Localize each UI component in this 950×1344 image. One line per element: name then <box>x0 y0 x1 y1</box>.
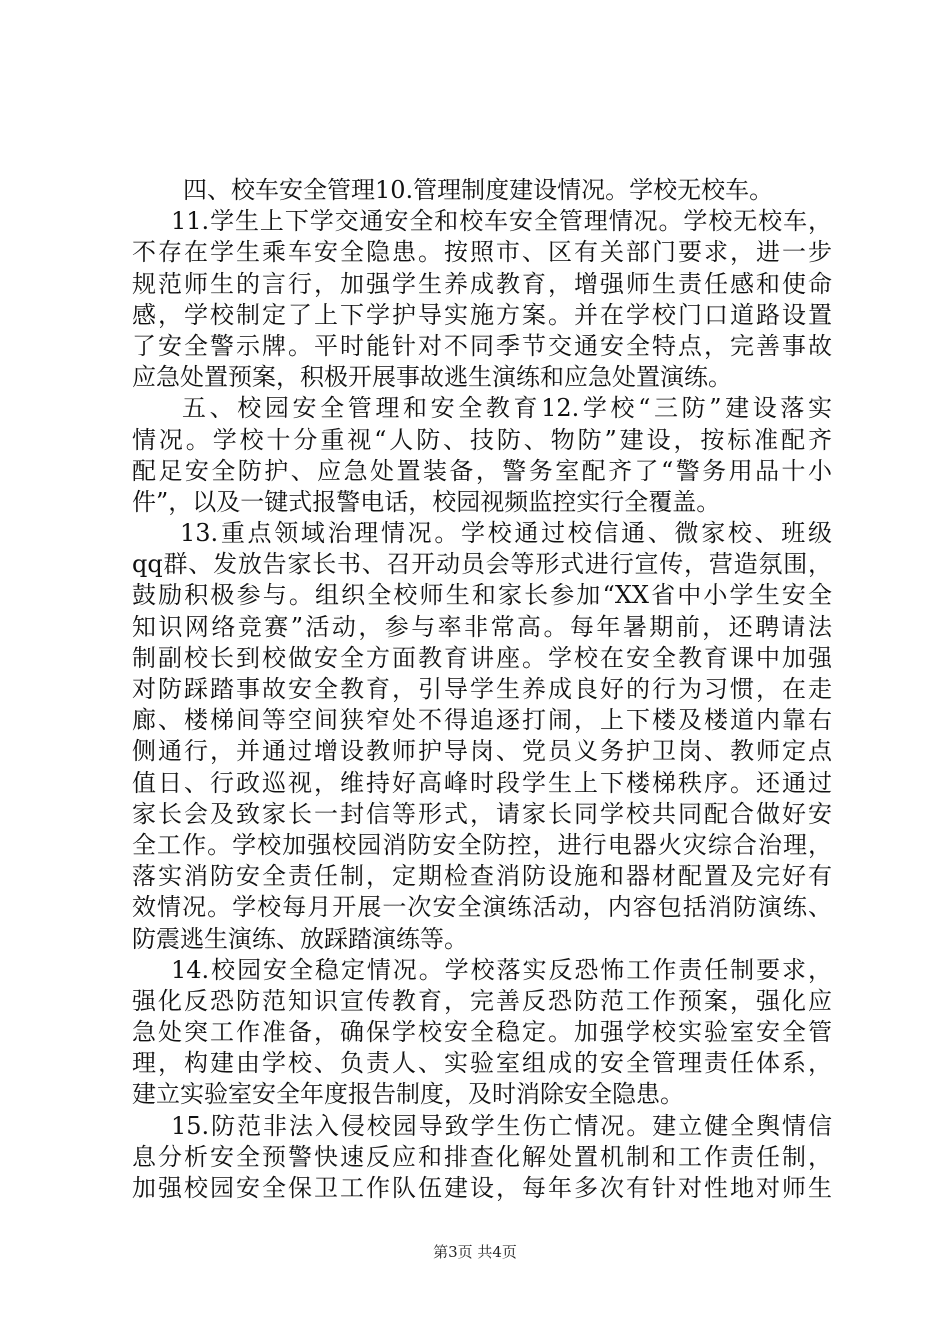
paragraph-line: 廊、楼梯间等空间狭窄处不得追逐打闹，上下楼及楼道内靠右 <box>132 706 832 734</box>
paragraph-line: 家长会及致家长一封信等形式，请家长同学校共同配合做好安 <box>132 800 832 828</box>
paragraph-line: 四、校车安全管理10.管理制度建设情况。学校无校车。 <box>183 176 774 204</box>
paragraph-line: 侧通行，并通过增设教师护导岗、党员义务护卫岗、教师定点 <box>132 737 832 765</box>
paragraph-line: 防震逃生演练、放踩踏演练等。 <box>132 925 468 953</box>
paragraph-line: 14.校园安全稳定情况。学校落实反恐怖工作责任制要求， <box>171 956 832 984</box>
paragraph-line: 规范师生的言行，加强学生养成教育，增强师生责任感和使命 <box>132 270 832 298</box>
paragraph-line: 急处突工作准备，确保学校安全稳定。加强学校实验室安全管 <box>132 1018 832 1046</box>
paragraph-line: 应急处置预案，积极开展事故逃生演练和应急处置演练。 <box>132 363 732 391</box>
paragraph-line: 配足安全防护、应急处置装备，警务室配齐了“警务用品十小 <box>132 457 832 485</box>
paragraph-line: 理，构建由学校、负责人、实验室组成的安全管理责任体系， <box>132 1049 832 1077</box>
paragraph-line: 鼓励积极参与。组织全校师生和家长参加“XX省中小学生安全 <box>132 581 832 609</box>
paragraph-line: 息分析安全预警快速反应和排查化解处置机制和工作责任制， <box>132 1143 832 1171</box>
paragraph-line: 情况。学校十分重视“人防、技防、物防”建设，按标准配齐 <box>132 426 832 454</box>
paragraph-line: 15.防范非法入侵校园导致学生伤亡情况。建立健全舆情信 <box>171 1112 832 1140</box>
paragraph-line: 五、校园安全管理和安全教育12.学校“三防”建设落实 <box>182 394 832 422</box>
paragraph-line: 值日、行政巡视，维持好高峰时段学生上下楼梯秩序。还通过 <box>132 769 832 797</box>
paragraph-line: 建立实验室安全年度报告制度，及时消除安全隐患。 <box>132 1080 684 1108</box>
paragraph-line: 制副校长到校做安全方面教育讲座。学校在安全教育课中加强 <box>132 644 832 672</box>
paragraph-line: 效情况。学校每月开展一次安全演练活动，内容包括消防演练、 <box>132 893 832 921</box>
paragraph-line: 11.学生上下学交通安全和校车安全管理情况。学校无校车， <box>171 207 832 235</box>
paragraph-line: 感，学校制定了上下学护导实施方案。并在学校门口道路设置 <box>132 301 832 329</box>
paragraph-line: 落实消防安全责任制，定期检查消防设施和器材配置及完好有 <box>132 862 832 890</box>
paragraph-line: 对防踩踏事故安全教育，引导学生养成良好的行为习惯，在走 <box>132 675 832 703</box>
paragraph-line: qq群、发放告家长书、召开动员会等形式进行宣传，营造氛围， <box>132 550 832 578</box>
paragraph-line: 13.重点领域治理情况。学校通过校信通、微家校、班级 <box>180 519 832 547</box>
paragraph-line: 全工作。学校加强校园消防安全防控，进行电器火灾综合治理， <box>132 831 832 859</box>
paragraph-line: 了安全警示牌。平时能针对不同季节交通安全特点，完善事故 <box>132 332 832 360</box>
paragraph-line: 加强校园安全保卫工作队伍建设，每年多次有针对性地对师生 <box>132 1174 832 1202</box>
paragraph-line: 强化反恐防范知识宣传教育，完善反恐防范工作预案，强化应 <box>132 987 832 1015</box>
paragraph-line: 件”，以及一键式报警电话，校园视频监控实行全覆盖。 <box>132 488 721 516</box>
paragraph-line: 知识网络竞赛”活动，参与率非常高。每年暑期前，还聘请法 <box>132 613 832 641</box>
page-footer: 第3页 共4页 <box>433 1243 517 1261</box>
paragraph-line: 不存在学生乘车安全隐患。按照市、区有关部门要求，进一步 <box>132 238 832 266</box>
